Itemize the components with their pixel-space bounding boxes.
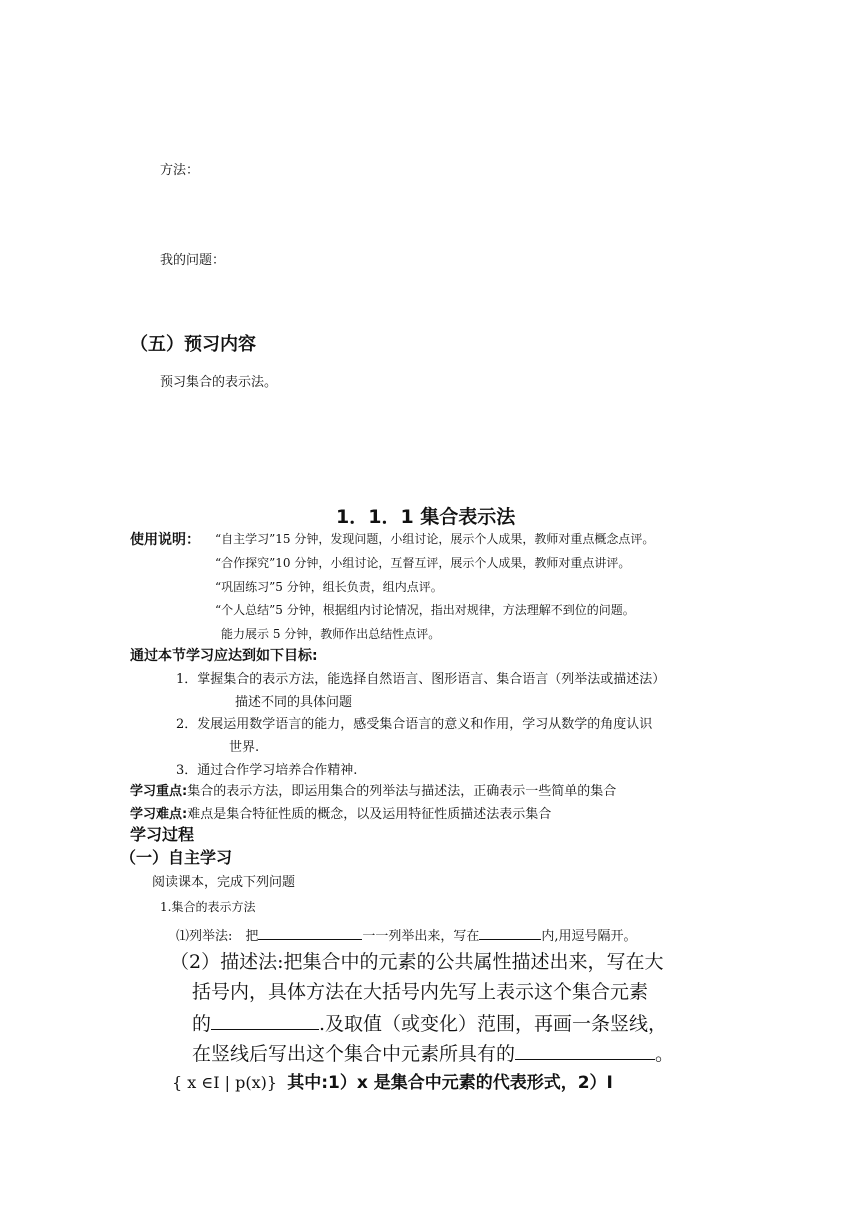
enum-text-c: 内,用逗号隔开。 <box>541 929 637 944</box>
goal-item: 3．通过合作学习培养合作精神. <box>176 763 358 778</box>
usage-line: “自主学习”15 分钟，发现问题，小组讨论，展示个人成果，教师对重点概念点评。 <box>215 532 655 546</box>
answer-blank[interactable] <box>258 925 362 940</box>
enum-text-a: ⑴列举法: 把 <box>176 929 259 944</box>
usage-line: 能力展示 5 分钟，教师作出总结性点评。 <box>221 627 441 641</box>
difficulty-text: 难点是集合特征性质的概念，以及运用特征性质描述法表示集合 <box>187 807 552 822</box>
process-heading: 学习过程 <box>130 825 195 844</box>
answer-blank[interactable] <box>211 1007 319 1030</box>
desc-text: 在竖线后写出这个集合中元素所具有的 <box>192 1043 516 1065</box>
enum-text-b: 一一列举出来，写在 <box>362 929 480 944</box>
enumeration-line <box>176 925 637 944</box>
self-study-heading: （一）自主学习 <box>120 848 233 867</box>
key-point <box>130 780 616 799</box>
question-label: 我的问题： <box>160 253 226 268</box>
description-line <box>192 1007 667 1039</box>
self-study-intro: 阅读课本，完成下列问题 <box>152 875 296 890</box>
usage-line: “巩固练习”5 分钟，组长负责，组内点评。 <box>215 580 443 594</box>
goal-item: 1．掌握集合的表示方法，能选择自然语言、图形语言、集合语言（列举法或描述法） <box>176 672 666 687</box>
lesson-title: 1．1．1 集合表示法 <box>336 506 516 528</box>
item-1: 1.集合的表示方法 <box>160 900 256 914</box>
section5-heading: （五）预习内容 <box>130 334 256 355</box>
desc-text: 。 <box>655 1043 675 1065</box>
set-builder-formula: { x ∈I | p(x)} <box>172 1073 278 1092</box>
goal-item: 描述不同的具体问题 <box>235 695 353 710</box>
formula-note: 其中:1）x 是集合中元素的代表形式，2）I <box>287 1073 613 1093</box>
key-label: 学习重点: <box>130 784 188 799</box>
goal-item: 世界. <box>229 740 260 755</box>
description-line: （2）描述法:把集合中的元素的公共属性描述出来，写在大 <box>170 951 664 973</box>
goals-heading: 通过本节学习应达到如下目标: <box>130 648 318 664</box>
usage-line: “合作探究”10 分钟，小组讨论，互督互评，展示个人成果，教师对重点讲评。 <box>215 556 631 570</box>
desc-text: .及取值（或变化）范围，再画一条竖线， <box>319 1013 668 1035</box>
difficulty-label: 学习难点: <box>130 807 188 822</box>
usage-label: 使用说明： <box>130 532 200 548</box>
answer-blank[interactable] <box>515 1037 655 1060</box>
desc-text: 的 <box>192 1013 212 1035</box>
goal-item: 2．发展运用数学语言的能力，感受集合语言的意义和作用，学习从数学的角度认识 <box>176 717 653 732</box>
set-builder-line <box>172 1068 613 1093</box>
answer-blank[interactable] <box>479 925 541 940</box>
description-line <box>192 1037 674 1069</box>
difficulty-point <box>130 803 551 822</box>
method-label: 方法： <box>160 163 200 178</box>
description-line: 括号内，具体方法在大括号内先写上表示这个集合元素 <box>192 981 649 1003</box>
usage-line: “个人总结”5 分钟，根据组内讨论情况，指出对规律，方法理解不到位的问题。 <box>215 603 635 617</box>
key-text: 集合的表示方法，即运用集合的列举法与描述法，正确表示一些简单的集合 <box>187 784 617 799</box>
section5-text: 预习集合的表示法。 <box>160 375 278 390</box>
